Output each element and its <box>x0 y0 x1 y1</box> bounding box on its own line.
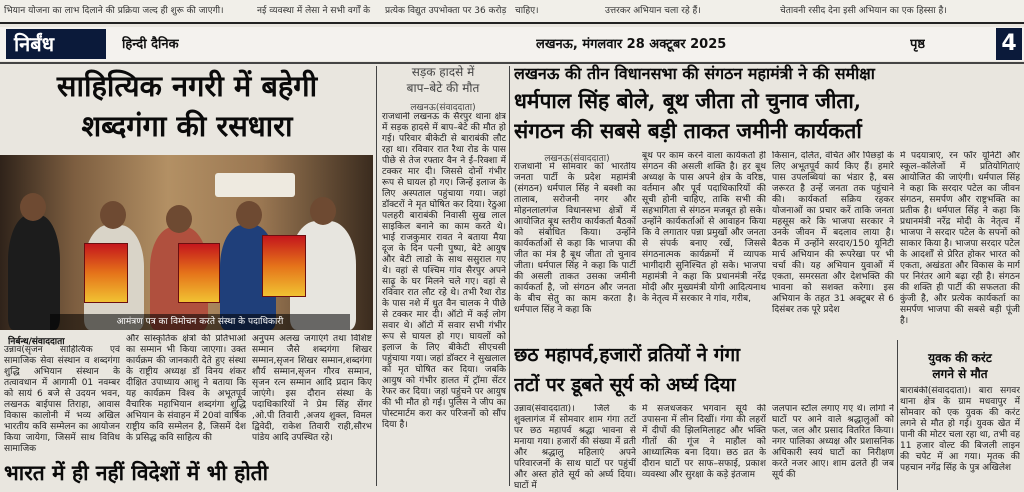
story5-headline <box>900 350 1020 382</box>
story4-headline-line1: छठ महापर्व,हजारों व्रतियों ने गंगा <box>514 344 741 366</box>
story2-headline-line2: बाप–बेटे की मौत <box>406 81 480 95</box>
page-label: पृष्ठ <box>910 37 926 52</box>
invitation-poster-1 <box>84 243 128 303</box>
dateline: लखनऊ, मंगलवार 28 अक्टूबर 2025 <box>536 37 727 52</box>
story1-col2: और सांस्कृतिक क्षेत्रों की प्रतिभाओं का सम्मान भी किया जाएगा। उक्त कार्यक्रम की जानकारी देते हुए संस्था के राष्ट्रीय अध्यक्ष डॉ विनय शंकर दीक्षित उपाध्याय आशु ने बताया कि यह कार्यक्रम विश्व के अभूतपूर्व वैचारिक महाभियान शब्दगंगा शुद्धि अभियान के संवाहन में 20वां वार्षिक राष्ट्रीय कवि सम्मेलन है, जिसमें देश के प्रसिद्ध कवि साहित्य की <box>126 334 246 443</box>
story2-dateline: लखनऊ(संवाददाता) <box>410 103 476 113</box>
story3-headline-line2: संगठन की सबसे बड़ी ताकत जमीनी कार्यकर्ता <box>514 118 862 143</box>
story1-photo-caption: आमंत्रण पत्र का विमोचन करते संस्था के पदाधिकारी <box>50 314 350 330</box>
strip-text-mid1: नई व्यवस्था में लेसा ने सभी वर्गों के <box>257 6 371 16</box>
story2-body: राजधानी लखनऊ के सैरपुर थाना क्षेत्र में सड़क हादसे में बाप–बेटे की मौत हो गई। परिवार बीकेटी से बाराबंकी लौट रहा था। रविवार रात रैथा रोड के पास पीछे से तेज रफ्तार वैन ने ई–रिक्शा में टक्कर मार दी। जिससे दोनों गंभीर रूप से घायल हो गए। जिन्हें इलाज के लिए अस्पताल पहुंचाया गया। जहां डॉक्टरों ने मृत घोषित कर दिया। रेठुआ पलहरी बाराबंकी निवासी सुख लाल साइकिल बनाने का काम करते थे। भाई राजकुमार रावत ने बताया मैया दूज के दिन पत्नी पुष्पा, बेटे आयुष और बेटी लाडो के साथ ससुराल गए थे। वहां से पश्चिम गांव सैरपुर अपने साढ़ू के घर मिलने चले गए। वहां से रविवार रात लौट रहे थे। तभी रैथा रोड के पास नशे में धुत वैन चालक ने पीछे से टक्कर मार दी। ऑटो में कई लोग सवार थे। ऑटो में सवार सभी गंभीर रूप से घायल हो गए। घायलों को इलाज के लिए बीकेटी सीएचसी पहुंचाया गया। जहां डॉक्टर ने सुखलाल को मृत घोषित कर दिया। जबकि आयुष को गंभीर हालत में ट्रॉमा सेंटर रेफर कर दिया। जहां पहुंचने पर आयुष की भी मौत हो गई। पुलिस ने जीप का पोस्टमार्टम करा कर परिजनों को सौंप दिया है। <box>382 112 506 430</box>
strip-text-left: भियान योजना का लाभ दिलाने की प्रक्रिया जल्द ही शुरू की जाएगी। <box>4 6 224 16</box>
story5-body: बाराबंकी(संवाददाता)। बारा सगवर थाना क्षेत्र के ग्राम मधवापुर में सोमवार को एक युवक की करंट लगने से मौत हो गई। युवक खेत में पानी की मोटर चला रहा था, तभी वह 11 हजार वोल्ट की बिजली लाइन की चपेट में आ गया। मृतक की पहचान नगेंद्र सिंह के पुत्र अखिलेश <box>900 386 1020 473</box>
strip-text-mid4: उत्तरकर अभियान चला रहे हैं। <box>605 6 701 16</box>
story2-headline <box>380 64 506 96</box>
story1-col3: अनुपम अलख जगाएंगे तथा विशिष्ट सम्मान जैसे शब्दगंगा शिखर सम्मान,सृजन शिखर सम्मान,शब्दगंगा शौर्य सम्मान,सृजन गौरव सम्मान, सृजन रत्न सम्मान आदि प्रदान किए जाएंगे। इस दौरान संस्था के पदाधिकारियों ने प्रेम सिंह सेंगर ,ओ.पी तिवारी ,अजय शुक्ल, विमल द्विवेदी, राकेश तिवारी राही,सौरभ पांडेय आदि उपस्थित रहे। <box>252 334 372 443</box>
story1-byline: निर्बन्ध/संवाददाता <box>8 337 65 347</box>
strip-text-mid2: प्रत्येक विद्युत उपभोक्ता पर 36 करोड़ <box>385 6 507 16</box>
newspaper-logo: निर्बंध <box>6 29 106 59</box>
story1-col1: उन्नाव(सृजन साहित्यिक एवं सामाजिक सेवा संस्थान व शब्दगंगा शुद्धि अभियान संस्थान के तत्वावधान में आगामी 01 नवम्बर को सायं 6 बजे से उदयन भवन, लखनऊ बाईपास तिराहा, आवास विकास कालोनी में भव्य अखिल भारतीय कवि सम्मेलन का आयोजन किया जायेगा, जिसमें साथ विविध सामाजिक <box>4 345 120 454</box>
story3-kicker: लखनऊ की तीन विधानसभा की संगठन महामंत्री ने की समीक्षा <box>514 64 875 83</box>
story5-headline-line2: लगने से मौत <box>932 367 988 381</box>
story3-col1: राजधानी में सोमवार को भारतीय जनता पार्टी के प्रदेश महामंत्री (संगठन) धर्मपाल सिंह ने बक्शी का तालाब, सरोजनी नगर और मोहनलालगंज विधानसभा क्षेत्रों में आयोजित बूथ स्तरीय कार्यकर्ता बैठकों को संबोधित किया। उन्होंने कार्यकर्ताओं से कहा कि भाजपा की जीत का मंत्र है बूथ जीता तो चुनाव जीता। धर्मपाल सिंह ने कहा कि पार्टी की असली ताकत उसका जमीनी कार्यकर्ता है, जो संगठन और जनता के बीच सेतु का काम करता है। धर्मपाल सिंह ने कहा कि <box>514 162 636 315</box>
invitation-poster-2 <box>178 243 220 303</box>
tagline: हिन्दी दैनिक <box>122 37 179 52</box>
story1-headline-line2: शब्दगंगा की रसधारा <box>81 109 293 143</box>
air-conditioner <box>215 173 295 197</box>
story3-col3: किसान, दलित, वंचित और पिछड़ों के लिए अभूतपूर्व कार्य किए हैं। हमारे पास उपलब्धियां का भंडार है, बस जरूरत है उन्हें जनता तक पहुंचाने की। कार्यकर्ता सक्रिय रहकर योजनाओं का प्रचार करें ताकि जनता महसूस करे कि भाजपा सरकार ने उनके जीवन में बदलाव लाया है। बैठक में उन्होंने सरदार/150 यूनिटी मार्च अभियान की रूपरेखा पर भी चर्चा की। यह अभियान युवाओं में एकता, समरसता और देशभक्ति की भावना को सशक्त करेगा। इस अभियान के तहत 31 अक्टूबर से 6 दिसंबर तक पूरे प्रदेश <box>772 151 894 315</box>
story2-headline-line1: सड़क हादसे में <box>411 65 475 79</box>
story3-headline <box>514 86 1020 146</box>
story4-col2: में सजधजकर भगवान सूर्य की उपासना में लीन दिखीं। गंगा की लहरों में दीपों की झिलमिलाहट और भक्ति गीतों की गूंज ने माहौल को आध्यात्मिक बना दिया। छठ व्रत के दौरान घाटों पर साफ–सफाई, प्रकाश व्यवस्था और सुरक्षा के कड़े इंतजाम <box>642 404 766 480</box>
story4-headline <box>514 340 894 400</box>
story3-col4: में पदयात्राएं, रन फॉर यूनिटी और स्कूल–कॉलेजों में प्रतियोगिताएं आयोजित की जाएंगी। धर्मपाल सिंह ने कहा कि सरदार पटेल का जीवन संगठन, समर्पण और राष्ट्रभक्ति का प्रतीक है। धर्मपाल सिंह ने कहा कि प्रधानमंत्री नरेंद्र मोदी के नेतृत्व में भाजपा ने सरदार पटेल के सपनों को साकार किया है। भाजपा सरदार पटेल के आदर्शों से प्रेरित होकर भारत को एकता, अखंडता और विकास के मार्ग पर निरंतर आगे बढ़ा रही है। संगठन की शक्ति ही पार्टी की सफलता की कुंजी है, और प्रत्येक कार्यकर्ता का समर्पण भाजपा की सबसे बड़ी पूंजी है। <box>900 151 1020 326</box>
story4-col1: उन्नाव(संवाददाता)। जिले के शुक्लागंज में सोमवार शाम गंगा तटों पर छठ महापर्व श्रद्धा भावना से मनाया गया। हजारों की संख्या में व्रती और श्रद्धालु महिलाएं अपने परिवारजनों के साथ घाटों पर पहुंचीं और अस्त होते सूर्य को अर्घ्य दिया। घाटों में <box>514 404 636 490</box>
story3-dateline: लखनऊ(संवाददाता) <box>544 154 610 164</box>
story4-headline-line2: तटों पर डूबते सूर्य को अर्घ्य दिया <box>514 374 736 396</box>
strip-text-right: चेतावनी रसीद देना इसी अभियान का एक हिस्सा है। <box>780 6 947 16</box>
invitation-poster-3 <box>262 235 306 297</box>
story1-headline <box>4 66 370 146</box>
previous-page-strip <box>0 0 1024 24</box>
story1-photo <box>0 155 373 330</box>
page-number: 4 <box>996 28 1022 60</box>
person-1 <box>8 215 60 330</box>
story3-col2: बूथ पर काम करने वाला कार्यकर्ता ही संगठन की असली शक्ति है। हर बूथ अध्यक्ष के पास अपने क्षेत्र के वरिष्ठ, वर्तमान और पूर्व पदाधिकारियों की सूची होनी चाहिए, ताकि सभी की सहभागिता से संगठन मजबूत हो सके। उन्होंने कार्यकर्ताओं से आवाहन किया कि वे लगातार पन्ना प्रमुखों और जनता से संपर्क बनाए रखें, जिससे संगठनात्मक कार्यक्रमों में व्यापक भागीदारी सुनिश्चित हो सके। भाजपा महामंत्री ने कहा कि प्रधानमंत्री नरेंद्र मोदी और मुख्यमंत्री योगी आदित्यनाथ के नेतृत्व में सरकार ने गांव, गरीब, <box>642 151 766 304</box>
story1-headline-line1: साहित्यिक नगरी में बहेगी <box>56 69 318 103</box>
story4-col3: जलपान स्टॉल लगाए गए थे। लोगों ने घाटों पर आने वाले श्रद्धालुओं को फल, जल और प्रसाद वितरित किया। नगर पालिका अध्यक्ष और प्रशासनिक अधिकारी स्वयं घाटों का निरीक्षण करते नजर आए। शाम ढलते ही जब सूर्य की <box>772 404 894 480</box>
story5-headline-line1: युवक की करंट <box>928 351 992 365</box>
story3-headline-line1: धर्मपाल सिंह बोले, बूथ जीता तो चुनाव जीता, <box>514 88 862 113</box>
story1-bottom-headline: भारत में ही नहीं विदेशों में भी होती <box>4 460 269 485</box>
strip-text-mid3: चाहिए। <box>515 6 539 16</box>
